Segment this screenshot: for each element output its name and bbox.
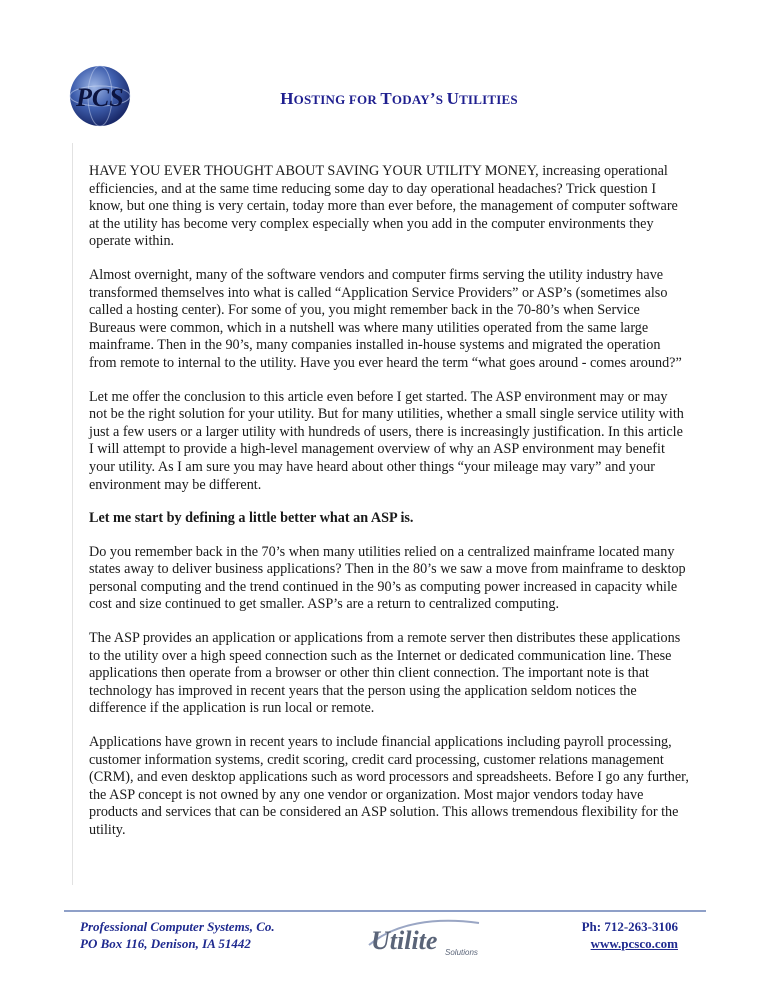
paragraph-conclusion: Let me offer the conclusion to this article even before I get started. The ASP environment may or may not be the right solution for your utility. But for many utilities, whether a small single service utility with just a few users or a larger utility with hundreds of users, there is increasingly justification. In this article I will attempt to provide a high-level management overview of why an ASP environment may benefit your utility. As I am sure you may have heard about other things “your mileage may vary” and your environment may be different.	[89, 388, 684, 493]
utilite-logo-icon	[365, 915, 483, 960]
page-title: HOSTING FOR TODAY’S UTILITIES	[280, 89, 518, 108]
footer-phone: Ph: 712-263-3106	[581, 919, 678, 934]
paragraph-heading: Let me start by defining a little better what an ASP is.	[89, 510, 414, 527]
paragraph-intro: HAVE YOU EVER THOUGHT ABOUT SAVING YOUR UTILITY MONEY, increasing operational efficiencies, and at the same time reducing some day to day operational headaches? Trick question I know, but one thing is very certain, today more than ever before, the management of computer software at the utility has become very complex especially when you add in the computer environments they operate within.	[89, 163, 678, 250]
utilite-logo-text: Utilite	[371, 926, 438, 955]
article-body	[89, 163, 689, 856]
footer-company: Professional Computer Systems, Co.	[80, 919, 275, 934]
footer-url-link[interactable]: www.pcsco.com	[590, 936, 678, 951]
paragraph-overnight: Almost overnight, many of the software vendors and computer firms serving the utility industry have transformed themselves into what is called “Application Service Providers” or ASP’s (sometimes also called a hosting center). For some of you, you might remember back in the 70-80’s when Service Bureaus were common, which in a nutshell was where many utilities operated from the same large mainframe. Then in the 90’s, many companies installed in-house systems and migrated the operation from remote to internal to the utility. Have you ever heard the term “what goes around - comes around?”	[89, 266, 682, 371]
footer-address: PO Box 116, Denison, IA 51442	[80, 936, 251, 951]
paragraph-asp-provides: The ASP provides an application or applications from a remote server then distributes these applications to the utility over a high speed connection such as the Internet or dedicated communication line. These applications then operate from a browser or other thin client connection. The important note is that technology has improved in recent years that the person using the application seldom notices the difference if the application is run local or remote.	[89, 630, 681, 717]
paragraph-mainframe: Do you remember back in the 70’s when many utilities relied on a centralized mainframe located many states away to deliver business applications? Then in the 80’s we saw a move from mainframe to desktop personal computing and the trend continued in the 90’s as computing power increased in capacity while cost and size continued to get smaller. ASP’s are a return to centralized computing.	[89, 543, 686, 613]
paragraph-applications: Applications have grown in recent years to include financial applications including payroll processing, customer information systems, credit scoring, credit card processing, customer relations management (CRM), and even desktop applications such as word processors and spreadsheets. Before I go any further, the ASP concept is not owned by any one vendor or organization. Most major vendors today have products and services that can be considered an ASP solution. This allows tremendous flexibility for the utility.	[89, 734, 689, 838]
footer-company-info	[80, 918, 275, 952]
utilite-logo-sub: Solutions	[445, 948, 478, 957]
footer-contact	[582, 918, 678, 952]
logo-text: PCS	[76, 83, 124, 112]
footer-divider	[64, 910, 706, 912]
